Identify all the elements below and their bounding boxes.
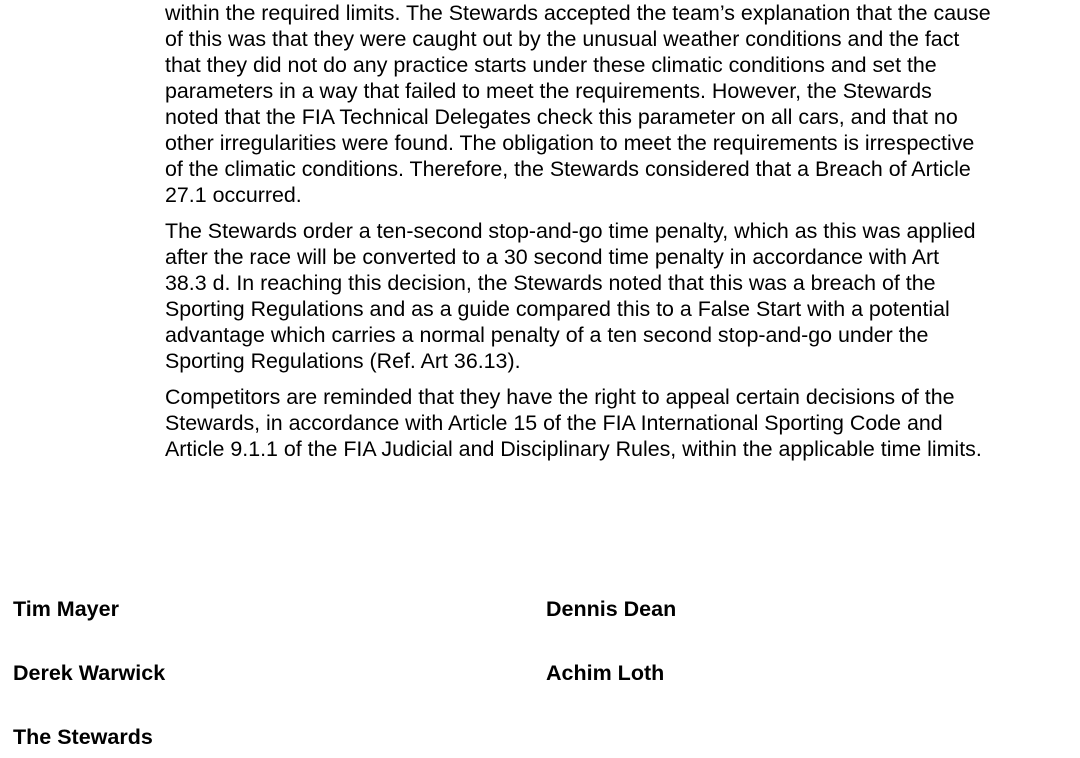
text-line: that they did not do any practice starts under these climatic conditions and set the xyxy=(165,53,937,77)
text-line: Competitors are reminded that they have the right to appeal certain decisions of the xyxy=(165,385,955,409)
text-line: after the race will be converted to a 30 second time penalty in accordance with Art xyxy=(165,245,940,269)
text-line: parameters in a way that failed to meet the requirements. However, the Stewards xyxy=(165,79,932,103)
text-line: Sporting Regulations (Ref. Art 36.13). xyxy=(165,349,521,373)
signature-footer-the-stewards: The Stewards xyxy=(13,725,153,749)
steward-name-achim-loth: Achim Loth xyxy=(546,661,665,685)
text-line: of this was that they were caught out by the unusual weather conditions and the fact xyxy=(165,27,960,51)
paragraph-appeal-notice xyxy=(165,384,1070,462)
text-line: 38.3 d. In reaching this decision, the Stewards noted that this was a breach of the xyxy=(165,271,936,295)
text-line: 27.1 occurred. xyxy=(165,183,302,207)
text-line: Article 9.1.1 of the FIA Judicial and Disciplinary Rules, within the applicable time limits. xyxy=(165,437,982,461)
paragraph-penalty xyxy=(165,218,1070,374)
decision-body xyxy=(165,0,1070,462)
text-line: other irregularities were found. The obligation to meet the requirements is irrespective xyxy=(165,131,975,155)
paragraph-spacer xyxy=(165,208,1070,218)
text-line: Sporting Regulations and as a guide compared this to a False Start with a potential xyxy=(165,297,950,321)
steward-name-dennis-dean: Dennis Dean xyxy=(546,597,677,621)
text-line: noted that the FIA Technical Delegates check this parameter on all cars, and that no xyxy=(165,105,958,129)
text-line: within the required limits. The Stewards accepted the team’s explanation that the cause xyxy=(165,1,991,25)
text-line: Stewards, in accordance with Article 15 of the FIA International Sporting Code and xyxy=(165,411,943,435)
steward-name-derek-warwick: Derek Warwick xyxy=(13,661,166,685)
paragraph-breach-explanation xyxy=(165,0,1070,208)
steward-name-tim-mayer: Tim Mayer xyxy=(13,597,119,621)
text-line: The Stewards order a ten-second stop-and-go time penalty, which as this was applied xyxy=(165,219,976,243)
text-line: of the climatic conditions. Therefore, the Stewards considered that a Breach of Article xyxy=(165,157,971,181)
text-line: advantage which carries a normal penalty of a ten second stop-and-go under the xyxy=(165,323,929,347)
paragraph-spacer xyxy=(165,374,1070,384)
